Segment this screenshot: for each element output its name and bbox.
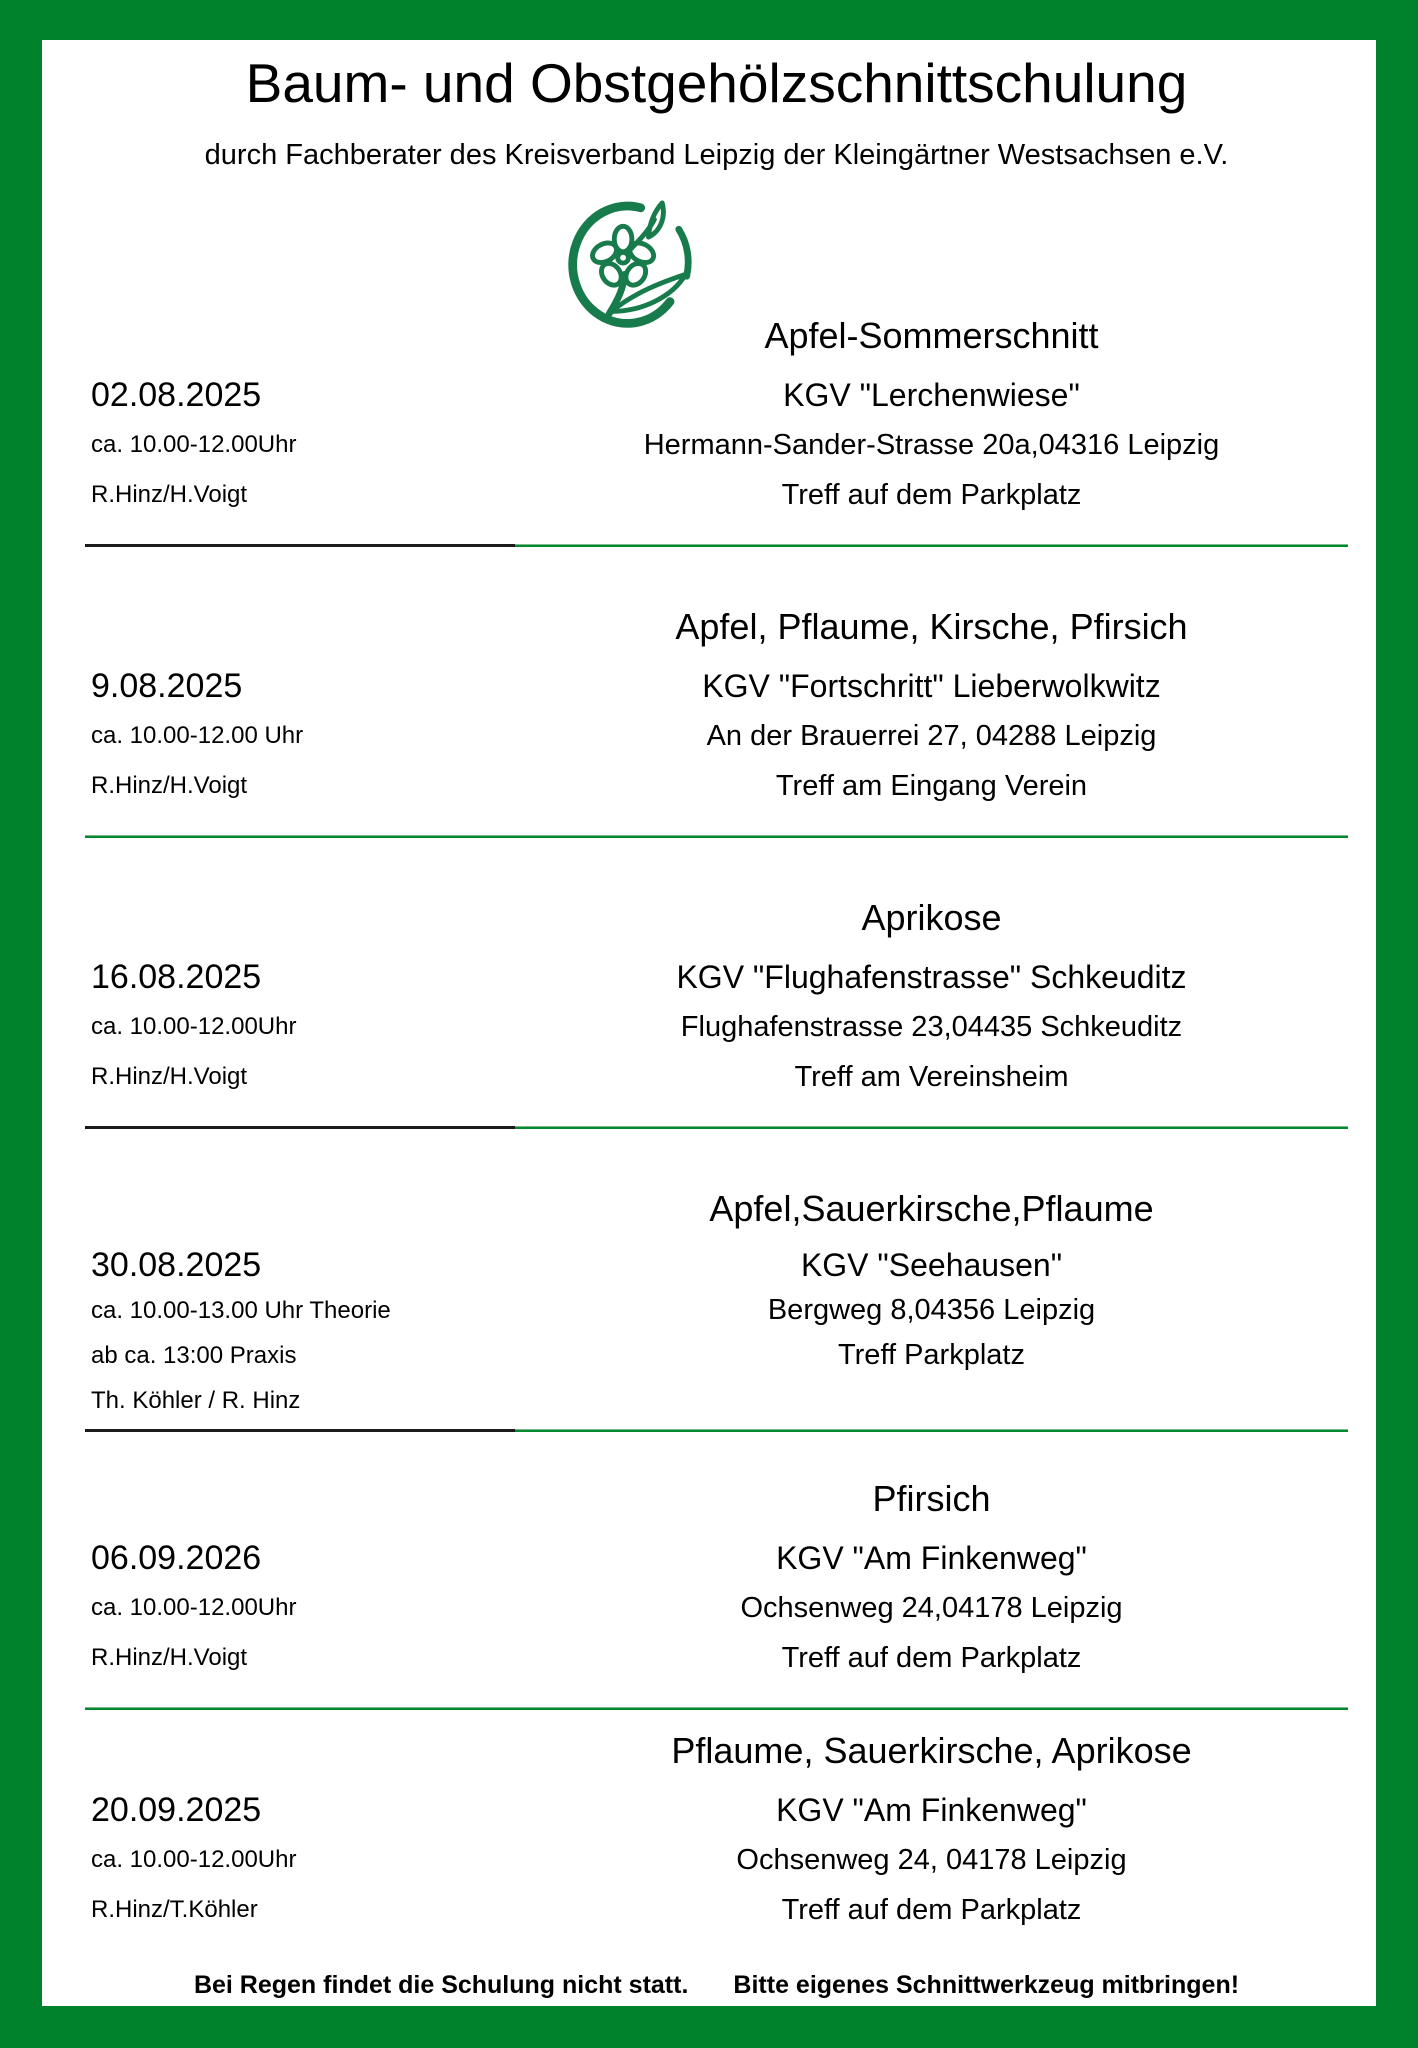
- event-section: [85, 1477, 1348, 1710]
- event-row: [85, 1243, 1348, 1288]
- event-sections: [85, 314, 1348, 1935]
- event-heading-row: [85, 1477, 1348, 1521]
- section-divider: [85, 835, 1348, 838]
- event-row: [85, 711, 1348, 761]
- event-heading-row: [85, 896, 1348, 940]
- event-row: [85, 1885, 1348, 1935]
- section-divider: [85, 1429, 1348, 1432]
- divider-green-segment: [85, 1707, 1348, 1710]
- rain-notice: Bei Regen findet die Schulung nicht statt.: [193, 1971, 689, 1999]
- event-time: ca. 10.00-12.00Uhr: [91, 431, 297, 458]
- event-venue: KGV "Flughafenstrasse" Schkeuditz: [676, 958, 1187, 995]
- event-date: 06.09.2026: [91, 1538, 262, 1577]
- event-time: ca. 10.00-12.00 Uhr: [91, 722, 304, 749]
- event-time: ca. 10.00-13.00 Uhr Theorie: [91, 1296, 391, 1324]
- event-heading-row: [85, 605, 1348, 649]
- event-address: Ochsenweg 24, 04178 Leipzig: [736, 1843, 1127, 1876]
- section-divider: [85, 1126, 1348, 1129]
- divider-black-segment: [85, 544, 515, 547]
- event-address: Flughafenstrasse 23,04435 Schkeuditz: [680, 1010, 1183, 1043]
- logo-container: [85, 198, 1348, 330]
- event-heading-row: [85, 1729, 1348, 1773]
- event-section: [85, 1187, 1348, 1432]
- event-row: [85, 1583, 1348, 1633]
- event-row: [85, 1002, 1348, 1052]
- event-row: [85, 952, 1348, 1002]
- event-date: 30.08.2025: [91, 1246, 262, 1284]
- event-heading: Aprikose: [861, 897, 1002, 938]
- divider-green-segment: [515, 544, 1348, 547]
- event-time: ca. 10.00-12.00Uhr: [91, 1013, 297, 1040]
- event-address: Ochsenweg 24,04178 Leipzig: [740, 1591, 1123, 1624]
- divider-black-segment: [85, 1126, 515, 1129]
- event-row: [85, 1052, 1348, 1102]
- event-heading: Apfel,Sauerkirsche,Pflaume: [709, 1188, 1154, 1229]
- event-time: ca. 10.00-12.00Uhr: [91, 1594, 297, 1621]
- event-meeting-point: Treff am Vereinsheim: [794, 1060, 1069, 1093]
- event-address: Bergweg 8,04356 Leipzig: [767, 1294, 1096, 1326]
- event-section: [85, 605, 1348, 838]
- event-row: [85, 761, 1348, 811]
- document-title: Baum- und Obstgehölzschnittschulung: [245, 52, 1188, 114]
- event-heading: Pfirsich: [872, 1478, 991, 1519]
- divider-green-segment: [515, 1429, 1348, 1432]
- divider-green-segment: [515, 1126, 1348, 1129]
- event-instructors: R.Hinz/H.Voigt: [91, 772, 248, 799]
- event-time: ab ca. 13:00 Praxis: [91, 1341, 297, 1369]
- event-row: [85, 470, 1348, 520]
- event-instructors: R.Hinz/H.Voigt: [91, 1063, 248, 1090]
- event-row: [85, 1835, 1348, 1885]
- event-instructors: R.Hinz/H.Voigt: [91, 1644, 248, 1671]
- event-heading-row: [85, 1187, 1348, 1231]
- event-time: ca. 10.00-12.00Uhr: [91, 1846, 297, 1873]
- event-address: An der Brauerrei 27, 04288 Leipzig: [706, 719, 1157, 752]
- event-meeting-point: Treff am Eingang Verein: [775, 769, 1088, 802]
- event-venue: KGV "Lerchenwiese": [783, 376, 1080, 413]
- flyer-content: [42, 40, 1376, 2006]
- event-date: 9.08.2025: [91, 666, 243, 705]
- event-row: [85, 1333, 1348, 1378]
- event-date: 16.08.2025: [91, 957, 262, 996]
- event-meeting-point: Treff auf dem Parkplatz: [781, 1893, 1082, 1926]
- event-instructors: Th. Köhler / R. Hinz: [91, 1386, 301, 1414]
- event-row: [85, 1378, 1348, 1423]
- event-heading: Pflaume, Sauerkirsche, Aprikose: [671, 1730, 1192, 1771]
- event-heading: Apfel, Pflaume, Kirsche, Pfirsich: [675, 606, 1188, 647]
- event-row: [85, 370, 1348, 420]
- divider-green-segment: [85, 835, 1348, 838]
- event-meeting-point: Treff Parkplatz: [838, 1339, 1025, 1371]
- event-meeting-point: Treff auf dem Parkplatz: [781, 478, 1082, 511]
- document-subtitle: durch Fachberater des Kreisverband Leipzig der Kleingärtner Westsachsen e.V.: [204, 139, 1229, 171]
- event-venue: KGV "Seehausen": [800, 1247, 1063, 1283]
- event-row: [85, 1785, 1348, 1835]
- flower-logo-icon: [551, 198, 701, 330]
- event-date: 02.08.2025: [91, 375, 262, 414]
- section-divider: [85, 544, 1348, 547]
- tools-notice: Bitte eigenes Schnittwerkzeug mitbringen!: [733, 1971, 1240, 1999]
- section-divider: [85, 1707, 1348, 1710]
- event-heading-row: [85, 314, 1348, 358]
- event-meeting-point: Treff auf dem Parkplatz: [781, 1641, 1082, 1674]
- event-section: [85, 896, 1348, 1129]
- divider-black-segment: [85, 1429, 515, 1432]
- event-instructors: R.Hinz/T.Köhler: [91, 1896, 258, 1923]
- event-row: [85, 1288, 1348, 1333]
- event-row: [85, 1633, 1348, 1683]
- footer-notice: [85, 1971, 1348, 2000]
- event-section: [85, 314, 1348, 547]
- event-address: Hermann-Sander-Strasse 20a,04316 Leipzig: [643, 428, 1220, 461]
- event-row: [85, 661, 1348, 711]
- event-row: [85, 420, 1348, 470]
- event-venue: KGV "Am Finkenweg": [776, 1791, 1087, 1828]
- event-venue: KGV "Am Finkenweg": [776, 1539, 1087, 1576]
- event-instructors: R.Hinz/H.Voigt: [91, 481, 248, 508]
- event-section: [85, 1729, 1348, 1935]
- event-heading: Apfel-Sommerschnitt: [764, 315, 1099, 356]
- event-date: 20.09.2025: [91, 1790, 262, 1829]
- event-row: [85, 1533, 1348, 1583]
- event-venue: KGV "Fortschritt" Lieberwolkwitz: [702, 667, 1161, 704]
